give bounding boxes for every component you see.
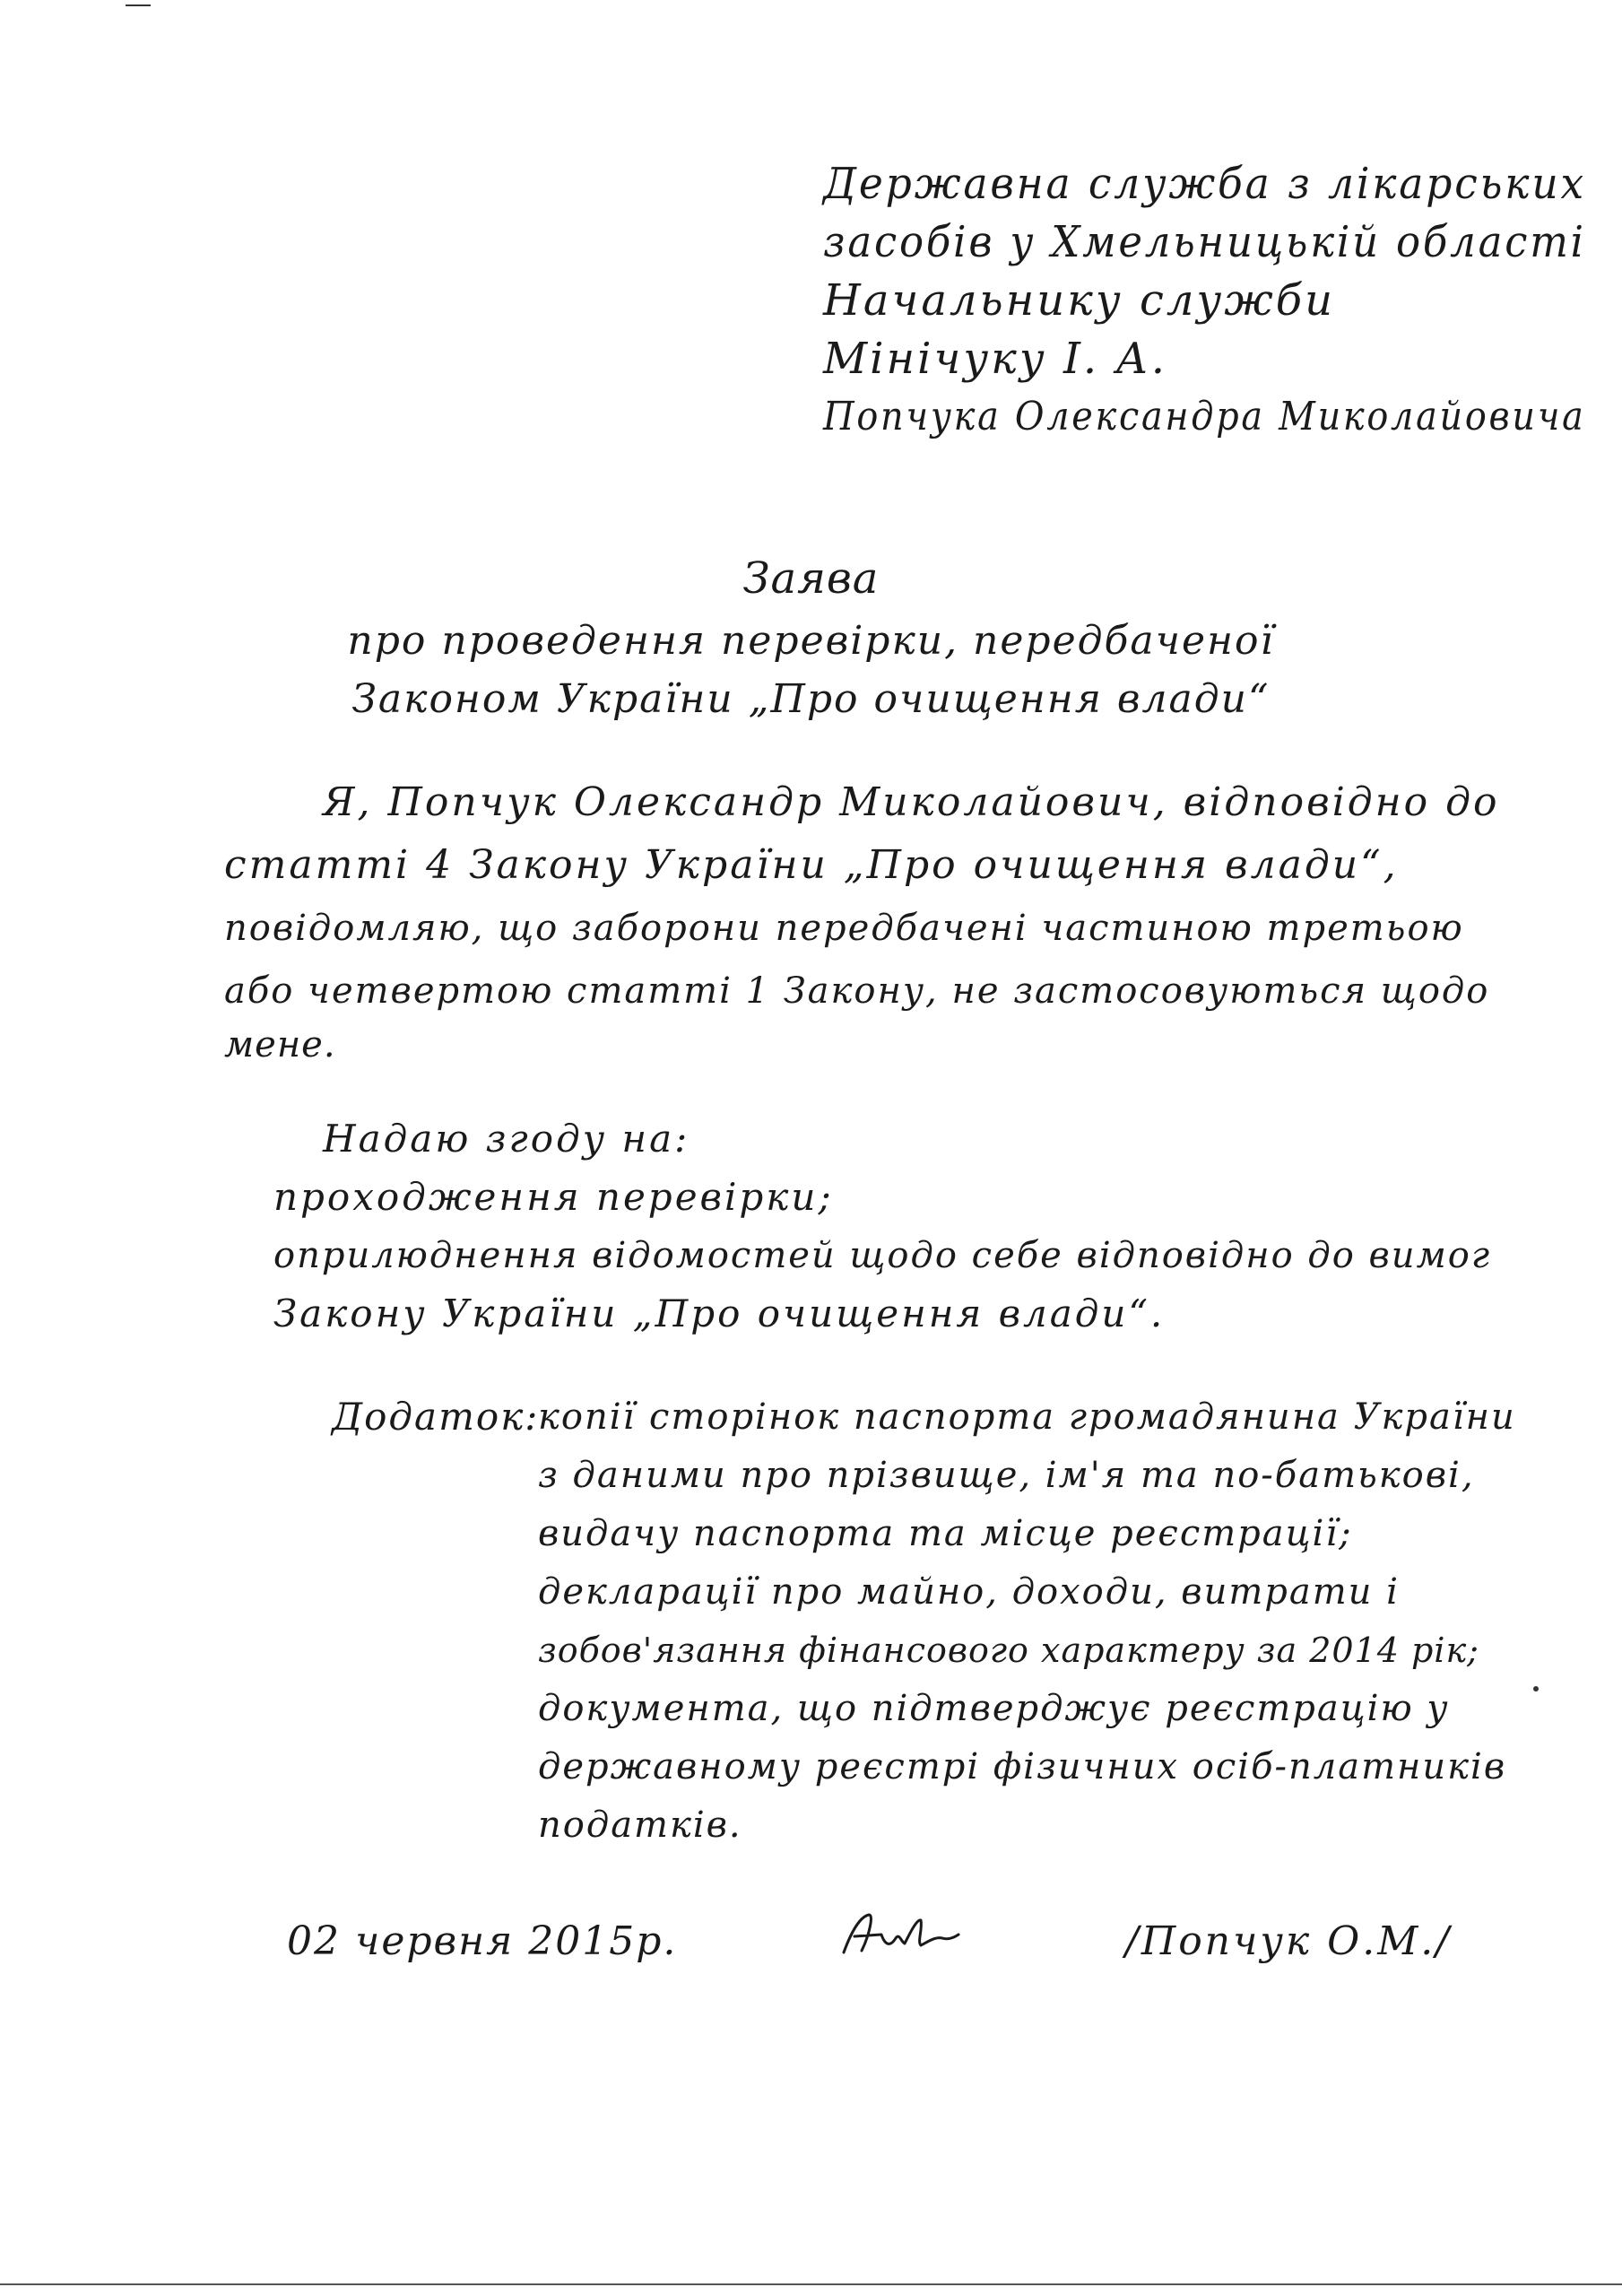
statement-line-1: Я, Попчук Олександр Миколайович, відповідно до xyxy=(323,779,1500,825)
document-subtitle-2: Законом України „Про очищення влади“ xyxy=(351,676,1271,722)
attachment-line-8: податків. xyxy=(538,1805,742,1846)
handwritten-signature xyxy=(838,1906,964,1969)
statement-line-5: мене. xyxy=(224,1024,336,1065)
consent-line-2: проходження перевірки; xyxy=(273,1175,834,1219)
addressee-line-5: Попчука Олександра Миколайовича xyxy=(823,394,1586,439)
consent-line-4: Закону України „Про очищення влади“. xyxy=(273,1292,1166,1335)
addressee-line-1: Державна служба з лікарських xyxy=(823,159,1587,209)
addressee-line-4: Мінічуку І. А. xyxy=(823,334,1168,384)
addressee-line-2: засобів у Хмельницькій області xyxy=(823,217,1586,267)
statement-line-2: статті 4 Закону України „Про очищення влади“, xyxy=(224,842,1399,888)
stray-dot xyxy=(1533,1686,1539,1692)
attachment-label: Додаток: xyxy=(332,1395,540,1439)
document-subtitle-1: про проведення перевірки, передбаченої xyxy=(347,618,1275,664)
attachment-line-3: видачу паспорта та місце реєстрації; xyxy=(538,1513,1353,1554)
consent-line-1: Надаю згоду на: xyxy=(323,1117,690,1161)
attachment-line-7: державному реєстрі фізичних осіб-платників xyxy=(538,1746,1507,1787)
statement-line-3: повідомляю, що заборони передбачені частиною третьою xyxy=(224,908,1464,949)
addressee-line-3: Начальнику служби xyxy=(823,275,1336,326)
scan-mark-top-left xyxy=(126,4,151,6)
attachment-line-5: зобов'язання фінансового характеру за 2014 рік; xyxy=(538,1631,1479,1670)
attachment-line-1: копії сторінок паспорта громадянина України xyxy=(538,1396,1516,1438)
signature-name: /Попчук О.М./ xyxy=(1125,1918,1453,1964)
scan-edge-bottom xyxy=(0,2283,1622,2285)
statement-line-4: або четвертою статті 1 Закону, не застосовуються щодо xyxy=(224,970,1490,1012)
attachment-line-4: декларації про майно, доходи, витрати і xyxy=(538,1571,1400,1613)
document-title: Заява xyxy=(742,553,880,604)
consent-line-3: оприлюднення відомостей щодо себе відповідно до вимог xyxy=(273,1235,1492,1276)
attachment-line-2: з даними про прізвище, ім'я та по-батькові, xyxy=(538,1455,1475,1496)
document-date: 02 червня 2015р. xyxy=(287,1918,678,1964)
attachment-line-6: документа, що підтверджує реєстрацію у xyxy=(538,1688,1450,1729)
